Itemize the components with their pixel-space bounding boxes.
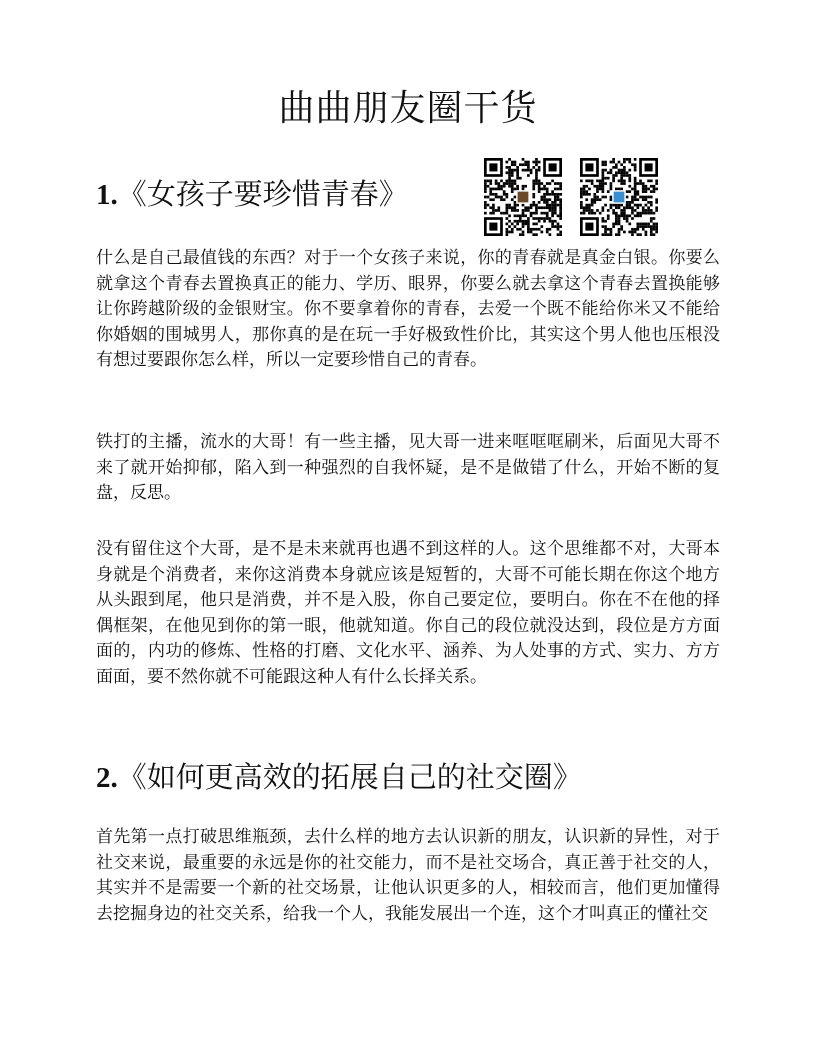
section-1-paragraph-1: 什么是自己最值钱的东西？对于一个女孩子来说，你的青春就是真金白银。你要么就拿这个青春去置换真正的能力、学历、眼界，你要么就去拿这个青春去置换能够让你跨越阶级的金银财宝。你不要拿着你的青春，去爱一个既不能给你米又不能给你婚姻的围城男人，那你真的是在玩一手好极致性价比，其实这个男人他也压根没有想过要跟你怎么样，所以一定要珍惜自己的青春。 xyxy=(96,248,720,370)
section-1-title: 《女孩子要珍惜青春》 xyxy=(117,177,408,211)
section-2-heading xyxy=(96,755,582,796)
section-2-number: 2. xyxy=(96,762,118,794)
qr-code-icon xyxy=(580,158,658,236)
section-1-paragraph-2: 铁打的主播，流水的大哥！有一些主播，见大哥一进来哐哐哐刷米，后面见大哥不来了就开始抑郁，陷入到一种强烈的自我怀疑，是不是做错了什么，开始不断的复盘，反思。 xyxy=(96,432,720,503)
section-1-paragraph-3: 没有留住这个大哥，是不是未来就再也遇不到这样的人。这个思维都不对，大哥本身就是个消费者，来你这消费本身就应该是短暂的，大哥不可能长期在你这个地方从头跟到尾，他只是消费，并不是入股，你自己要定位，要明白。你在不在他的择偶框架，在他见到你的第一眼，他就知道。你自己的段位就没达到，段位是方方面面的，内功的修炼、性格的打磨、文化水平、涵养、为人处事的方式、实力、方方面面，要不然你就不可能跟这种人有什么长择关系。 xyxy=(96,539,720,687)
page-title: 曲曲朋友圈干货 xyxy=(278,88,538,129)
section-2-title: 《如何更高效的拓展自己的社交圈》 xyxy=(117,760,582,794)
section-1-heading xyxy=(96,172,408,213)
section-1-number: 1. xyxy=(96,179,118,211)
qr-code-icon xyxy=(484,158,562,236)
section-2-paragraph-1: 首先第一点打破思维瓶颈，去什么样的地方去认识新的朋友，认识新的异性，对于社交来说，最重要的永远是你的社交能力，而不是社交场合，真正善于社交的人，其实并不是需要一个新的社交场景，让他认识更多的人，相较而言，他们更加懂得去挖掘身边的社交关系，给我一个人，我能发展出一个连，这个才叫真正的懂社交 xyxy=(96,827,720,924)
